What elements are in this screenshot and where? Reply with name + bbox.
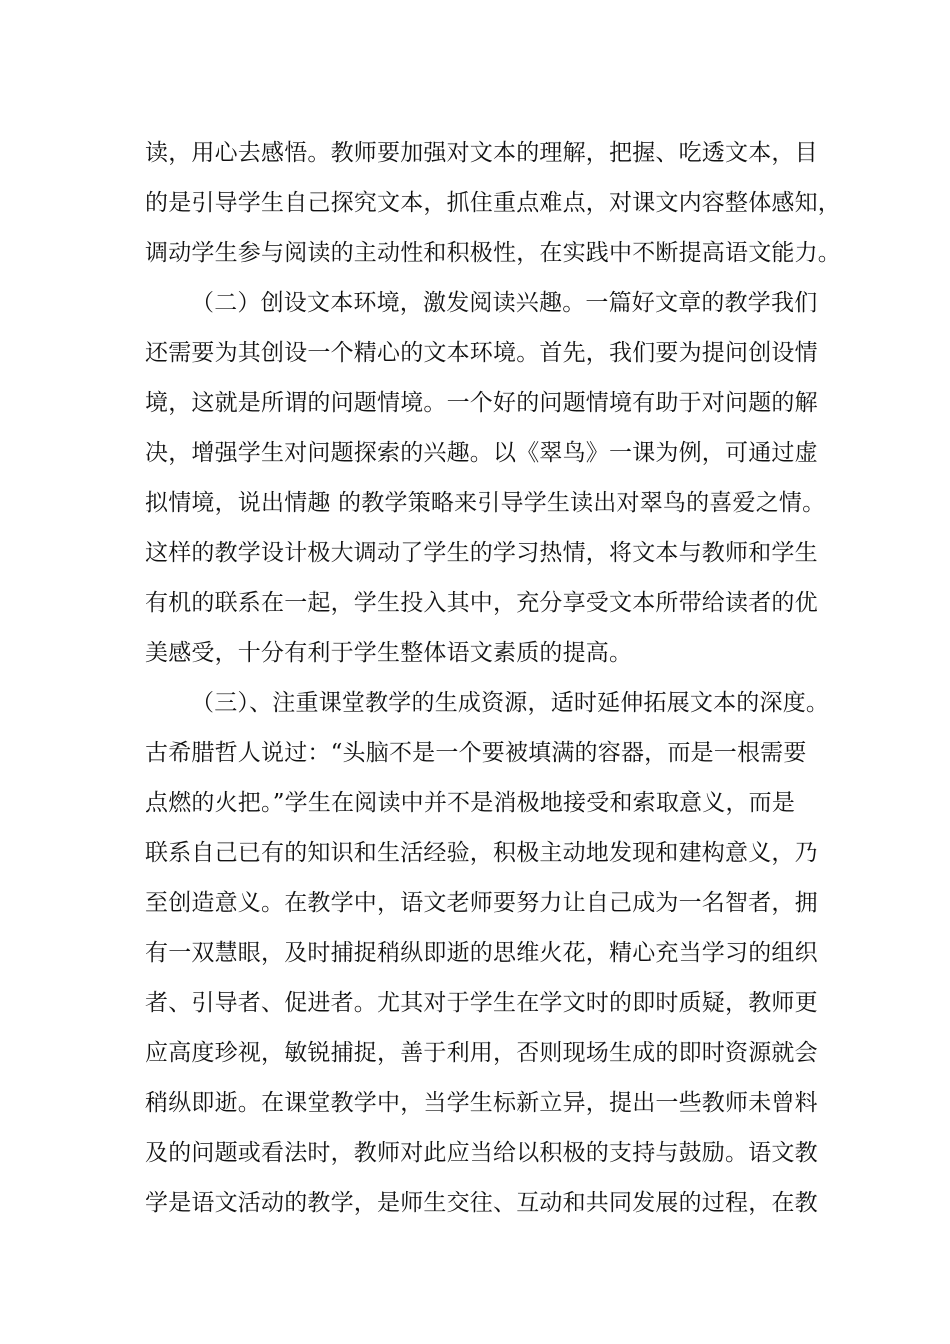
paragraph-start-line: （三）、注重课堂教学的生成资源，适时延伸拓展文本的深度。 bbox=[191, 690, 830, 716]
text-line: 者、引导者、促进者。尤其对于学生在学文时的即时质疑，教师更 bbox=[145, 990, 818, 1016]
text-line: 还需要为其创设一个精心的文本环境。首先，我们要为提问创设情 bbox=[145, 340, 818, 366]
text-line: 至创造意义。在教学中，语文老师要努力让自己成为一名智者，拥 bbox=[145, 890, 818, 916]
text-line: 点燃的火把。”学生在阅读中并不是消极地接受和索取意义，而是 bbox=[145, 790, 796, 816]
text-line: 美感受，十分有利于学生整体语文素质的提高。 bbox=[145, 640, 633, 666]
text-line: 调动学生参与阅读的主动性和积极性，在实践中不断提高语文能力。 bbox=[145, 240, 841, 266]
text-line: 应高度珍视，敏锐捕捉，善于利用，否则现场生成的即时资源就会 bbox=[145, 1040, 818, 1066]
text-line: 联系自己已有的知识和生活经验，积极主动地发现和建构意义，乃 bbox=[145, 840, 818, 866]
paragraph-start-line: （二）创设文本环境，激发阅读兴趣。一篇好文章的教学我们 bbox=[191, 290, 818, 316]
text-line: 这样的教学设计极大调动了学生的学习热情，将文本与教师和学生 bbox=[145, 540, 818, 566]
text-line: 境，这就是所谓的问题情境。一个好的问题情境有助于对问题的解 bbox=[145, 390, 818, 416]
text-line: 的是引导学生自己探究文本，抓住重点难点，对课文内容整体感知， bbox=[145, 190, 841, 216]
text-line: 有机的联系在一起，学生投入其中，充分享受文本所带给读者的优 bbox=[145, 590, 818, 616]
text-line: 学是语文活动的教学，是师生交往、互动和共同发展的过程，在教 bbox=[145, 1190, 818, 1216]
text-line: 读，用心去感悟。教师要加强对文本的理解，把握、吃透文本，目 bbox=[145, 140, 818, 166]
text-line: 决，增强学生对问题探索的兴趣。以《翠鸟》一课为例，可通过虚 bbox=[145, 440, 818, 466]
text-line: 古希腊哲人说过：“头脑不是一个要被填满的容器，而是一根需要 bbox=[145, 740, 807, 766]
text-line: 拟情境，说出情趣 的教学策略来引导学生读出对翠鸟的喜爱之情。 bbox=[145, 490, 826, 516]
text-line: 稍纵即逝。在课堂教学中，当学生标新立异，提出一些教师未曾料 bbox=[145, 1090, 818, 1116]
text-line: 有一双慧眼，及时捕捉稍纵即逝的思维火花，精心充当学习的组织 bbox=[145, 940, 818, 966]
text-line: 及的问题或看法时，教师对此应当给以积极的支持与鼓励。语文教 bbox=[145, 1140, 818, 1166]
